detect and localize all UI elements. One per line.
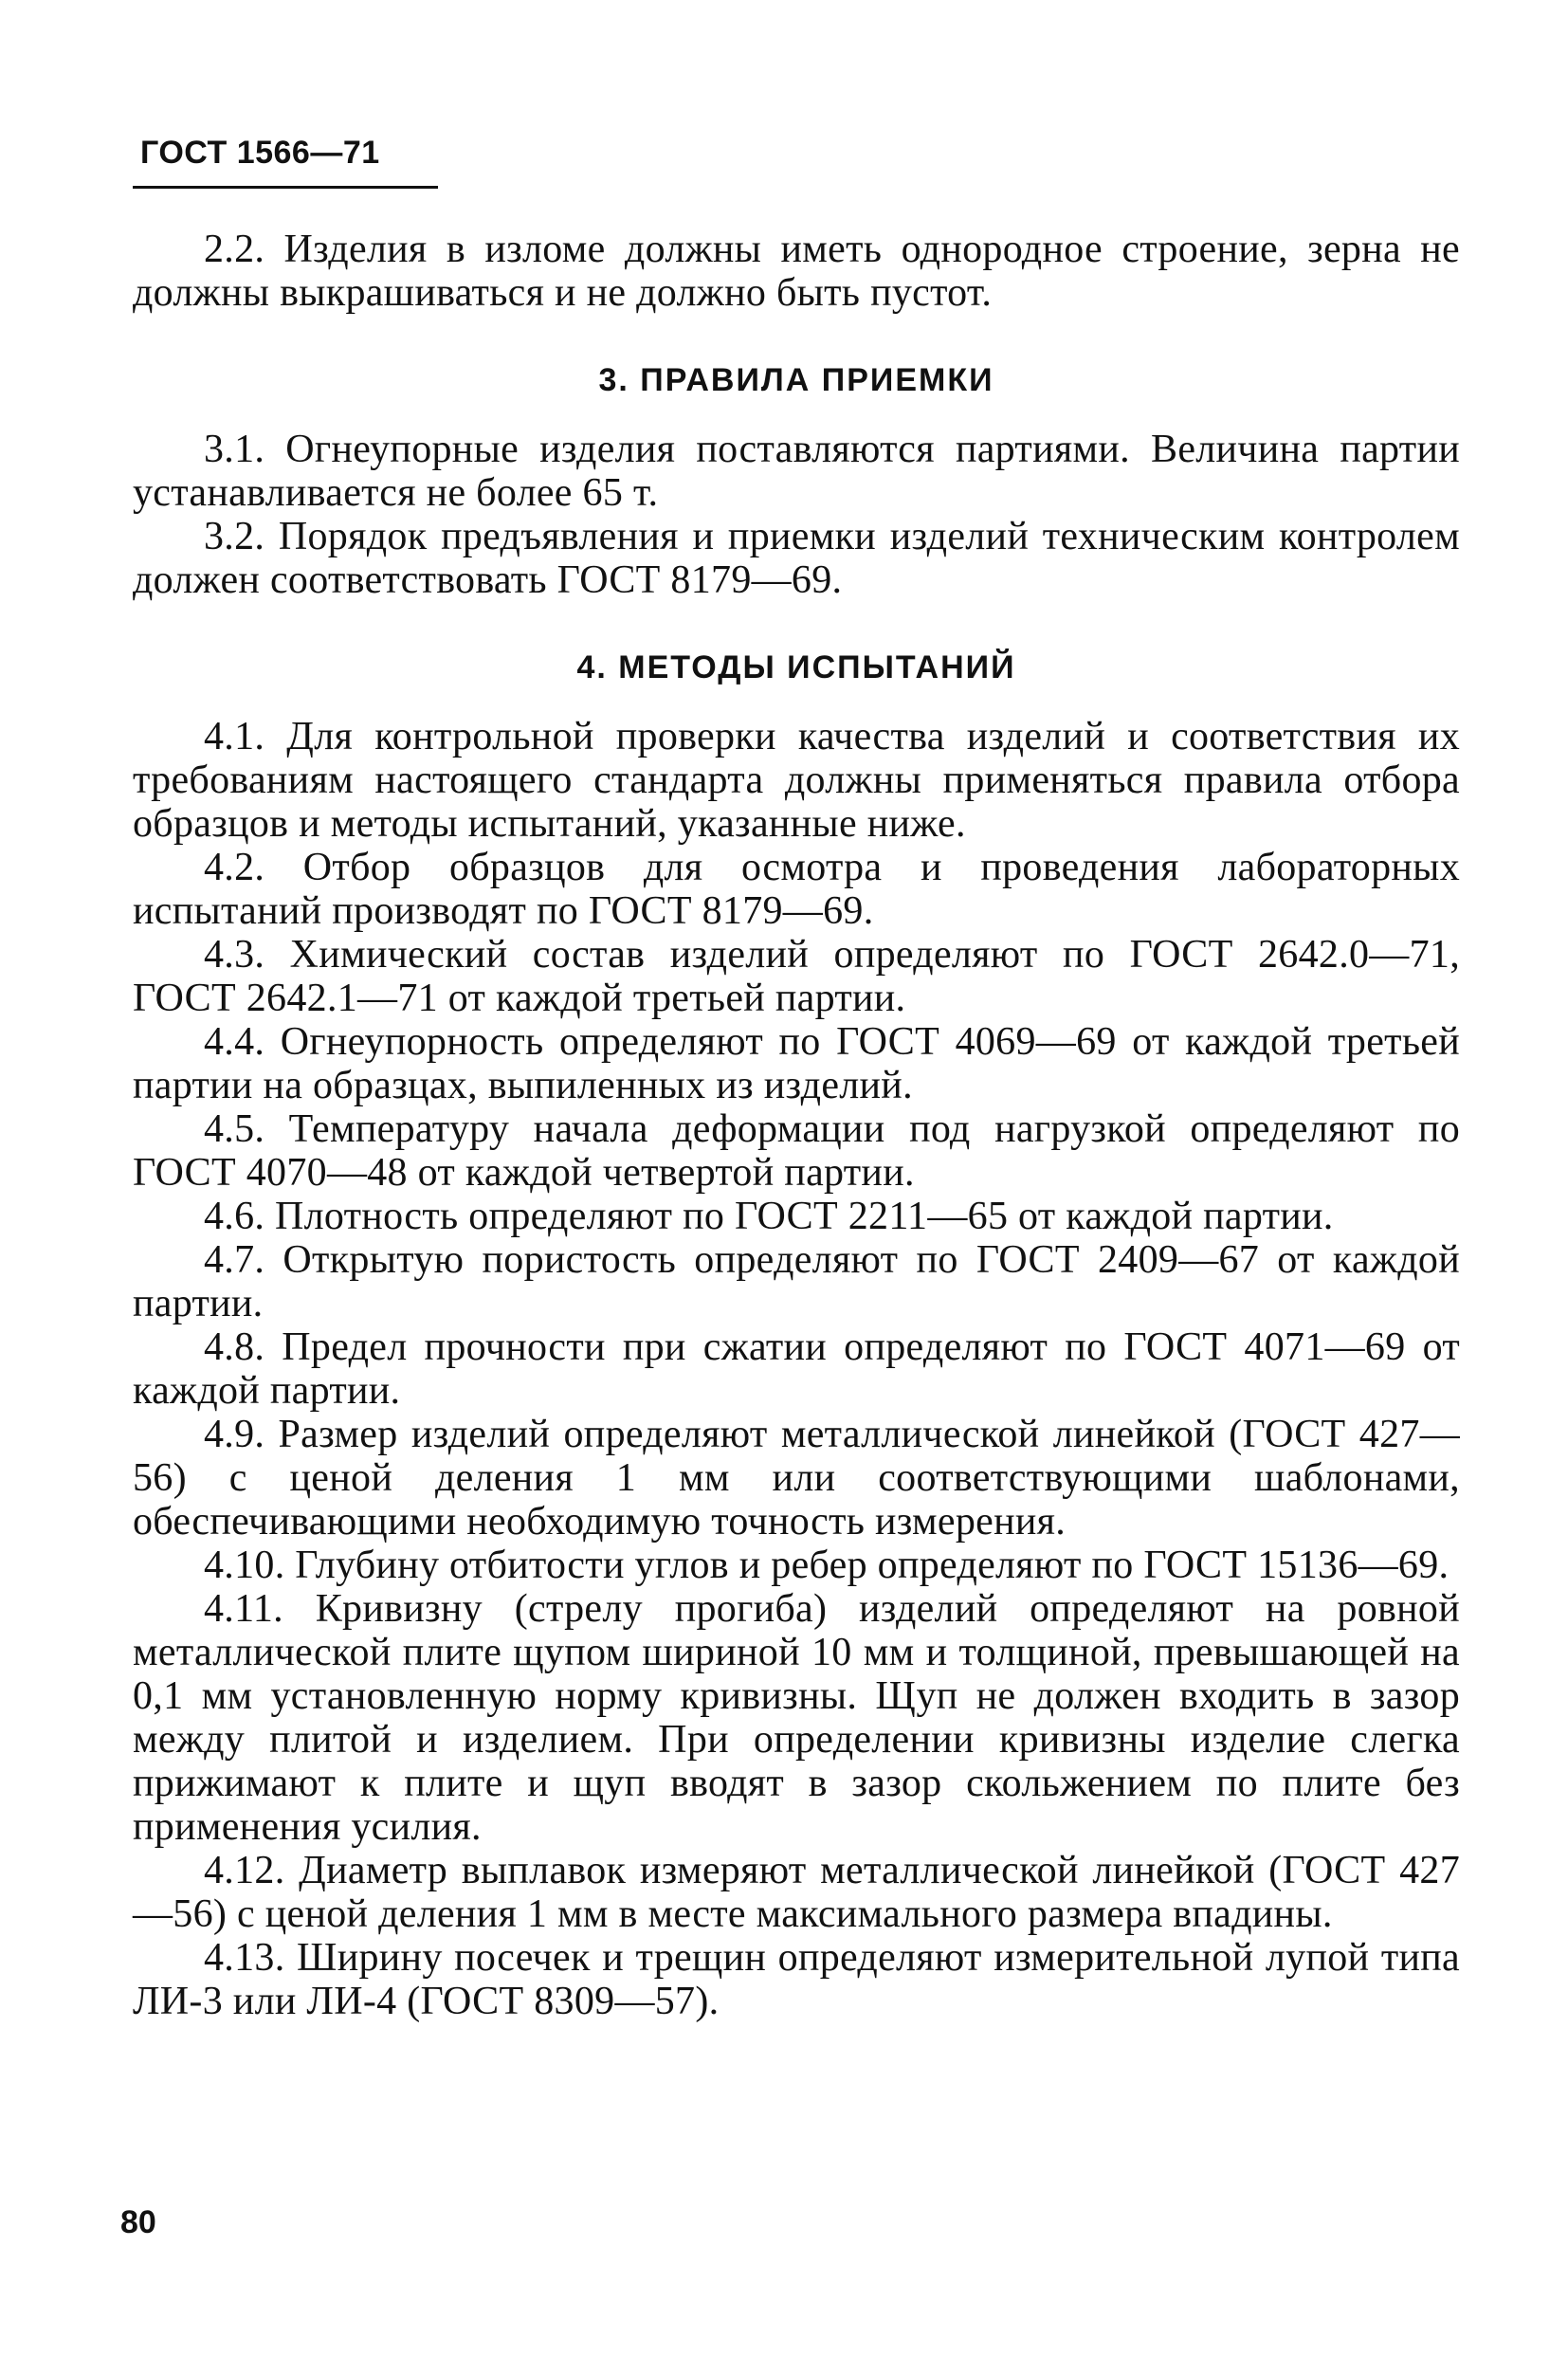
- paragraph-4-10: 4.10. Глубину отбитости углов и ребер определяют по ГОСТ 15136—69.: [204, 1544, 1449, 1587]
- paragraph-4-3: 4.3. Химический состав изделий определяют по ГОСТ 2642.0—71, ГОСТ 2642.1—71 от каждой третьей партии.: [133, 933, 1460, 1020]
- document-code-header: ГОСТ 1566—71: [140, 135, 380, 171]
- paragraph-4-6: 4.6. Плотность определяют по ГОСТ 2211—65 от каждой партии.: [204, 1195, 1334, 1238]
- paragraph-4-7: 4.7. Открытую пористость определяют по ГОСТ 2409—67 от каждой партии.: [133, 1238, 1460, 1325]
- section-4-title: 4. МЕТОДЫ ИСПЫТАНИЙ: [576, 649, 1016, 685]
- paragraph-4-11: 4.11. Кривизну (стрелу прогиба) изделий определяют на ровной металлической плите щупом шириной 10 мм и толщиной, превышающей на 0,1 мм установленную норму кривизны. Щуп не должен входить в зазор между плитой и изделием. При определении кривизны изделие слегка прижимают к плите и щуп вводят в зазор скольжением по плите без применения усилия.: [133, 1587, 1460, 1849]
- paragraph-4-4: 4.4. Огнеупорность определяют по ГОСТ 4069—69 от каждой третьей партии на образцах, выпиленных из изделий.: [133, 1020, 1460, 1107]
- paragraph-2-2: 2.2. Изделия в изломе должны иметь однородное строение, зерна не должны выкрашиваться и не должно быть пустот.: [133, 228, 1460, 315]
- paragraph-4-9: 4.9. Размер изделий определяют металлической линейкой (ГОСТ 427—56) с ценой деления 1 мм или соответствующими шаблонами, обеспечивающими необходимую точность измерения.: [133, 1413, 1460, 1544]
- paragraph-4-1: 4.1. Для контрольной проверки качества изделий и соответствия их требованиям настоящего стандарта должны применяться правила отбора образцов и методы испытаний, указанные ниже.: [133, 715, 1460, 846]
- paragraph-4-2: 4.2. Отбор образцов для осмотра и проведения лабораторных испытаний производят по ГОСТ 8179—69.: [133, 846, 1460, 933]
- paragraph-3-2: 3.2. Порядок предъявления и приемки изделий техническим контролем должен соответствовать ГОСТ 8179—69.: [133, 515, 1460, 602]
- section-3-title: 3. ПРАВИЛА ПРИЕМКИ: [598, 362, 994, 398]
- paragraph-4-13: 4.13. Ширину посечек и трещин определяют измерительной лупой типа ЛИ-3 или ЛИ-4 (ГОСТ 8309—57).: [133, 1936, 1460, 2023]
- document-body: [133, 228, 1460, 2023]
- paragraph-3-1: 3.1. Огнеупорные изделия поставляются партиями. Величина партии устанавливается не более 65 т.: [133, 428, 1460, 515]
- paragraph-4-12: 4.12. Диаметр выплавок измеряют металлической линейкой (ГОСТ 427—56) с ценой деления 1 мм в месте максимального размера впадины.: [133, 1849, 1460, 1936]
- paragraph-4-5: 4.5. Температуру начала деформации под нагрузкой определяют по ГОСТ 4070—48 от каждой четвертой партии.: [133, 1107, 1460, 1195]
- paragraph-4-8: 4.8. Предел прочности при сжатии определяют по ГОСТ 4071—69 от каждой партии.: [133, 1325, 1460, 1413]
- header-rule: [133, 186, 438, 189]
- page-number: 80: [120, 2204, 156, 2240]
